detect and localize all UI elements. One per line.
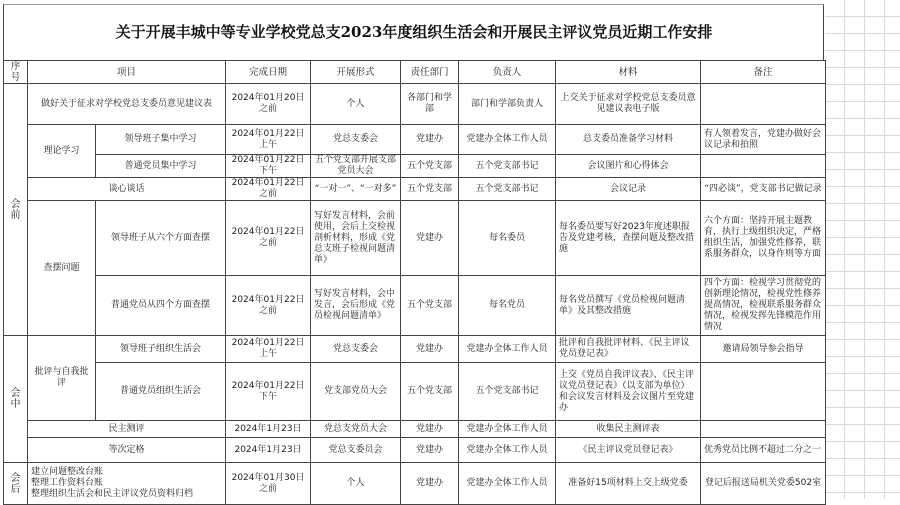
form-cell: 写好发言材料，会前使用，会后上交检视剖析材料，形成《党总支班子检视问题清单》 [311,201,401,276]
item-cell: 领导班子集中学习 [96,125,226,155]
table-row [4,178,826,201]
date-cell: 2024年01月20日之前 [226,84,311,125]
item-cell: 等次定格 [28,438,226,463]
table-row [4,438,826,463]
remark-cell: 有人领着发言，党建办做好会议记录和拍照 [701,125,826,155]
form-cell: 个人 [311,84,401,125]
form-cell: 党支部党员大会 [311,363,401,421]
header-form: 开展形式 [311,61,401,84]
date-cell: 2024年1月23日 [226,421,311,438]
item-cell: 普通党员集中学习 [96,155,226,178]
form-cell: 党总支党员大会 [311,421,401,438]
dept-cell: 党建办 [401,201,459,276]
person-cell: 部门和学部负责人 [459,84,556,125]
header-date: 完成日期 [226,61,311,84]
item-cell: 谈心谈话 [28,178,226,201]
remark-cell [701,363,826,421]
remark-cell: “四必谈”，党支部书记做记录 [701,178,826,201]
remark-cell: 登记后报送局机关党委502室 [701,463,826,505]
form-cell: 个人 [311,463,401,505]
date-cell: 2024年01月22日之前 [226,276,311,336]
dept-cell: 党建办 [401,438,459,463]
date-cell: 2024年01月22日下午 [226,363,311,421]
item-line: 整理工作资料台账 [31,478,104,488]
table-row [4,421,826,438]
date-cell: 2024年01月22日上午 [226,336,311,363]
material-cell: 会议图片和心得体会 [556,155,701,178]
header-dept: 责任部门 [401,61,459,84]
dept-cell: 五个党支部 [401,276,459,336]
table-row [4,463,826,505]
dept-cell: 党建办 [401,463,459,505]
person-cell: 每名委员 [459,201,556,276]
dept-cell: 五个党支部 [401,363,459,421]
person-cell: 五个党支部书记 [459,178,556,201]
remark-cell: 邀请局领导参会指导 [701,336,826,363]
person-cell: 五个党支部书记 [459,363,556,421]
form-cell: 党总支委会 [311,125,401,155]
date-cell: 2024年1月23日 [226,438,311,463]
item-line: 建立问题整改台账 [31,467,104,477]
material-cell: 总支委员准备学习材料 [556,125,701,155]
spreadsheet-empty-grid [825,0,900,499]
header-seq: 序号 [4,61,28,84]
header-remark: 备注 [701,61,826,84]
table-row [4,155,826,178]
date-cell: 2024年01月22日上午 [226,125,311,155]
dept-cell: 五个党支部 [401,178,459,201]
date-cell: 2024年01月22日之前 [226,178,311,201]
document-title: 关于开展丰城中等专业学校党总支2023年度组织生活会和开展民主评议党员近期工作安排 [115,23,713,41]
table-row [4,336,826,363]
material-cell: 上交关于征求对学校党总支委员意见建议表电子版 [556,84,701,125]
material-cell: 每名党员撰写《党员检视问题清单》及其整改措施 [556,276,701,336]
form-cell: 党总支委员会 [311,438,401,463]
remark-cell [701,84,826,125]
person-cell: 党建办全体工作人员 [459,463,556,505]
table-row [4,276,826,336]
date-cell: 2024年01月22日之前 [226,201,311,276]
item-cell: 民主测评 [28,421,226,438]
dept-cell: 党建办 [401,125,459,155]
person-cell: 党建办全体工作人员 [459,421,556,438]
person-cell: 党建办全体工作人员 [459,438,556,463]
remark-cell: 四个方面：检视学习贯彻党的创新理论情况，检视党性修养提高情况，检视联系服务群众情况，检视发挥先锋模范作用情况 [701,276,826,336]
header-item: 项目 [28,61,226,84]
item-cell: 普通党员从四个方面查摆 [96,276,226,336]
person-cell: 五个党支部书记 [459,155,556,178]
remark-cell [701,421,826,438]
date-cell: 2024年01月22日下午 [226,155,311,178]
header-material: 材料 [556,61,701,84]
material-cell: 会议记录 [556,178,701,201]
group-theory: 理论学习 [28,125,96,178]
header-row [4,61,826,84]
material-cell: 《民主评议党员登记表》 [556,438,701,463]
dept-cell: 党建办 [401,336,459,363]
form-cell: 党总支委会 [311,336,401,363]
remark-cell: 优秀党员比例不超过二分之一 [701,438,826,463]
material-cell: 上交《党员自我评议表》、《民主评议党员登记表》（以支部为单位）和会议发言材料及会议图片至党建办 [556,363,701,421]
table-row [4,84,826,125]
work-schedule-table [3,60,826,505]
group-criticism: 批评与自我批评 [28,336,96,421]
material-cell: 收集民主测评表 [556,421,701,438]
group-problems: 查摆问题 [28,201,96,336]
section-during: 会中 [4,336,28,463]
item-cell: 领导班子组织生活会 [96,336,226,363]
person-cell: 党建办全体工作人员 [459,336,556,363]
form-cell: 写好发言材料，会中发言，会后形成《党员检视问题清单》 [311,276,401,336]
form-cell: “一对一”、“一对多” [311,178,401,201]
remark-cell: 六个方面：坚持开展主题教育，执行上级组织决定，严格组织生活，加强党性修养，联系服务群众，以身作则等方面 [701,201,826,276]
item-cell: 做好关于征求对学校党总支委员意见建议表 [28,84,226,125]
section-after: 会后 [4,463,28,505]
header-person: 负责人 [459,61,556,84]
table-row [4,125,826,155]
dept-cell: 五个党支部 [401,155,459,178]
material-cell: 每名委员要写好2023年度述职报告及党建考核，查摆问题及整改措施 [556,201,701,276]
dept-cell: 各部门和学部 [401,84,459,125]
item-cell-multiline [28,463,226,505]
item-line: 整理组织生活会和民主评议党员资料归档 [31,489,194,499]
item-cell: 普通党员组织生活会 [96,363,226,421]
table-row [4,201,826,276]
material-cell: 准备好15项材料上交上级党委 [556,463,701,505]
material-cell: 批评和自我批评材料、《民主评议党员登记表》 [556,336,701,363]
remark-cell [701,155,826,178]
date-cell: 2024年01月30日之前 [226,463,311,505]
dept-cell: 党建办 [401,421,459,438]
form-cell: 五个党支部开展支部党员大会 [311,155,401,178]
section-before: 会前 [4,84,28,336]
table-row [4,363,826,421]
person-cell: 党建办全体工作人员 [459,125,556,155]
person-cell: 每名党员 [459,276,556,336]
item-cell: 领导班子从六个方面查摆 [96,201,226,276]
